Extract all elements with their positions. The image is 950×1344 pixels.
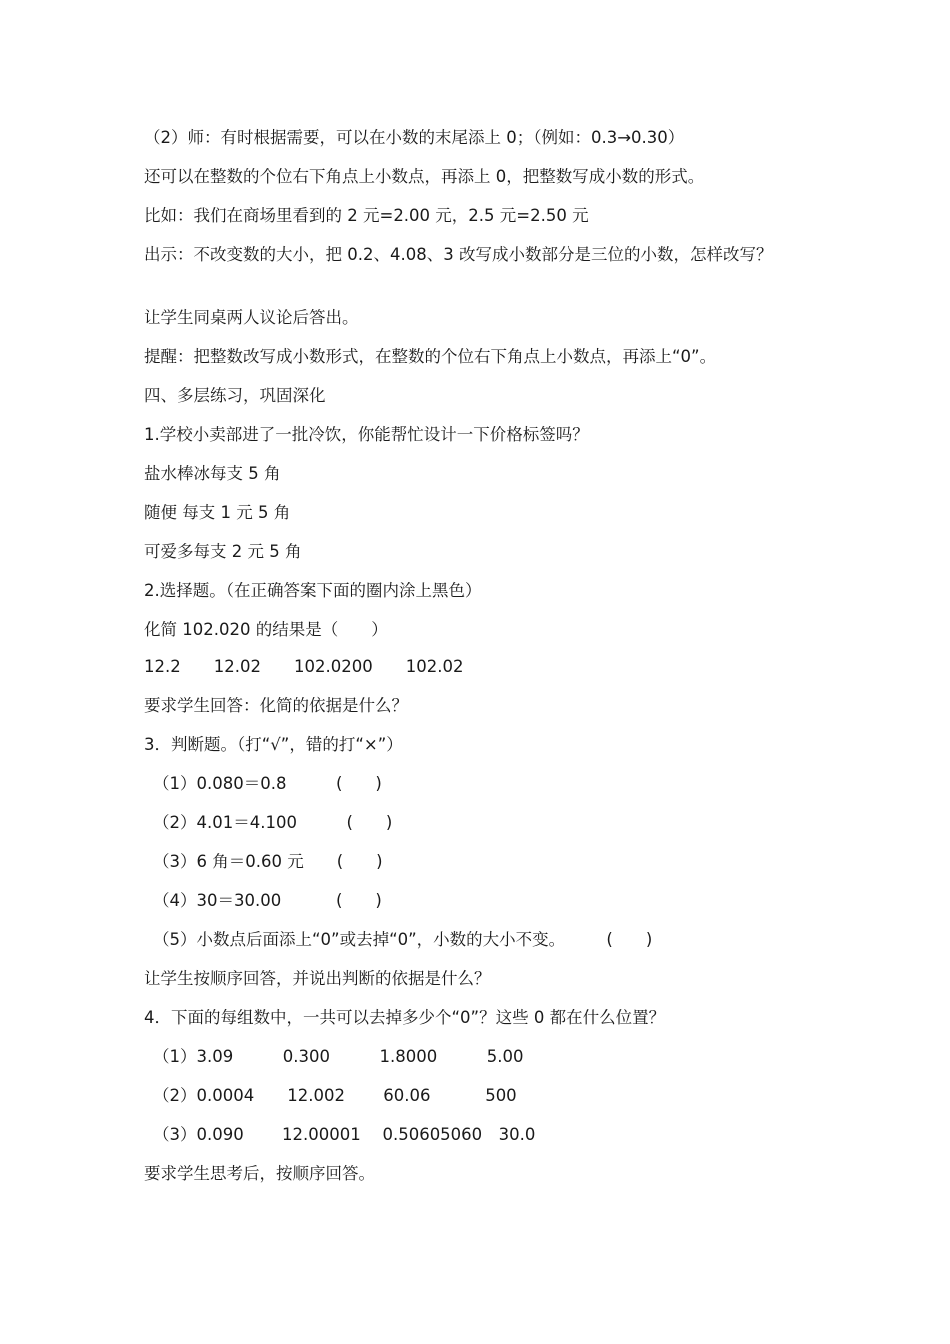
- question-2: 2.选择题。（在正确答案下面的圈内涂上黑色）: [144, 581, 482, 600]
- question-2-stem: 化简 102.020 的结果是（ ）: [144, 620, 388, 639]
- price-item-1: 盐水棒冰每支 5 角: [144, 464, 281, 483]
- judge-item-1: （1）0.080＝0.8 ( ): [153, 774, 382, 793]
- question-3: 3．判断题。（打“√”，错的打“×”）: [144, 735, 403, 754]
- text-line-22: 让学生按顺序回答，并说出判断的依据是什么？: [144, 969, 491, 988]
- text-line-1: （2）师：有时根据需要，可以在小数的末尾添上 0；（例如：0.3→0.30）: [144, 128, 685, 147]
- text-line-5: 让学生同桌两人议论后答出。: [144, 308, 359, 327]
- price-item-3: 可爱多每支 2 元 5 角: [144, 542, 302, 561]
- question-2-options: 12.2 12.02 102.0200 102.02: [144, 657, 464, 676]
- text-line-27: 要求学生思考后，按顺序回答。: [144, 1164, 375, 1183]
- judge-item-4: （4）30＝30.00 ( ): [153, 891, 382, 910]
- number-group-3: （3）0.090 12.00001 0.50605060 30.0: [153, 1125, 536, 1144]
- number-group-1: （1）3.09 0.300 1.8000 5.00: [153, 1047, 524, 1066]
- text-line-15: 要求学生回答：化简的依据是什么？: [144, 696, 408, 715]
- question-4: 4．下面的每组数中，一共可以去掉多少个“0”？这些 0 都在什么位置？: [144, 1008, 666, 1027]
- text-line-4: 出示：不改变数的大小，把 0.2、4.08、3 改写成小数部分是三位的小数，怎样改写？: [144, 245, 773, 264]
- number-group-2: （2）0.0004 12.002 60.06 500: [153, 1086, 517, 1105]
- question-1: 1.学校小卖部进了一批冷饮，你能帮忙设计一下价格标签吗？: [144, 425, 589, 444]
- text-line-6: 提醒：把整数改写成小数形式，在整数的个位右下角点上小数点，再添上“0”。: [144, 347, 717, 366]
- section-heading: 四、多层练习，巩固深化: [144, 386, 326, 405]
- judge-item-5: （5）小数点后面添上“0”或去掉“0”，小数的大小不变。 ( ): [153, 930, 653, 949]
- text-line-3: 比如：我们在商场里看到的 2 元=2.00 元，2.5 元=2.50 元: [144, 206, 589, 225]
- price-item-2: 随便 每支 1 元 5 角: [144, 503, 291, 522]
- judge-item-2: （2）4.01＝4.100 ( ): [153, 813, 393, 832]
- judge-item-3: （3）6 角＝0.60 元 ( ): [153, 852, 383, 871]
- text-line-2: 还可以在整数的个位右下角点上小数点，再添上 0，把整数写成小数的形式。: [144, 167, 705, 186]
